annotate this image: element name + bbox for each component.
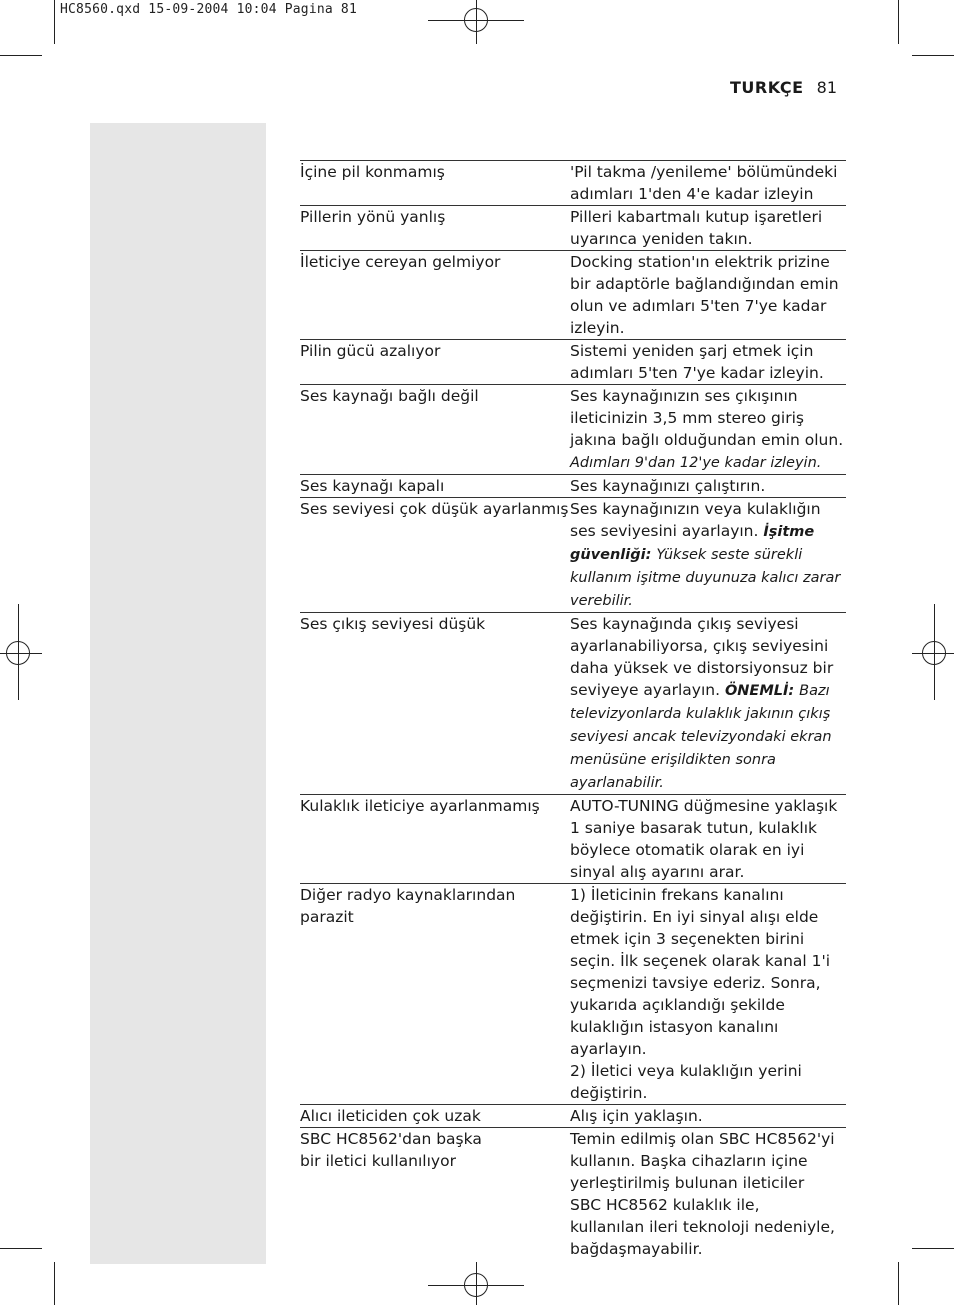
problem-cell: Pillerin yönü yanlış: [300, 208, 446, 226]
table-row: [300, 474, 846, 497]
solution-note: Bazı televizyonlarda kulaklık jakının çıkış seviyesi ancak televizyondaki ekran menüsüne erişildikten sonra ayarlanabilir.: [570, 683, 832, 791]
solution-cell: [570, 613, 846, 794]
crop-mark-bottom-right-h: [912, 1248, 954, 1249]
crop-mark-top-right-v: [898, 0, 899, 44]
problem-cell: İleticiye cereyan gelmiyor: [300, 253, 501, 271]
crop-mark-bottom-left-v: [54, 1262, 55, 1305]
solution-text: Ses kaynağınızın ses çıkışının ileticinizin 3,5 mm stereo giriş jakına bağlı olduğundan emin olun.: [570, 387, 844, 449]
problem-text-2: bir iletici kullanılıyor: [300, 1152, 456, 1170]
crop-mark-bottom-right-v: [898, 1262, 899, 1305]
crop-mark-top-left-h: [0, 55, 42, 56]
problem-cell: Diğer radyo kaynaklarından parazit: [300, 886, 516, 926]
printer-slug: HC8560.qxd 15-09-2004 10:04 Pagina 81: [60, 2, 357, 17]
table-row: [300, 384, 846, 474]
solution-text-2: SBC HC8562 kulaklık ile,: [570, 1196, 760, 1214]
troubleshooting-table: [300, 160, 846, 1260]
solution-cell: Ses kaynağınızı çalıştırın.: [570, 477, 766, 495]
sidebar-panel: [90, 123, 266, 1264]
table-row: [300, 883, 846, 1104]
solution-cell: [570, 884, 846, 1104]
problem-cell: Ses seviyesi çok düşük ayarlanmış: [300, 500, 569, 518]
problem-cell: Ses çıkış seviyesi düşük: [300, 615, 486, 633]
problem-cell: Alıcı ileticiden çok uzak: [300, 1107, 481, 1125]
registration-line-left-v: [18, 604, 19, 700]
table-row: [300, 160, 846, 205]
problem-text: SBC HC8562'dan başka: [300, 1130, 482, 1148]
registration-line-bottom-v: [476, 1262, 477, 1305]
crop-mark-top-left-v: [54, 0, 55, 44]
solution-text: Ses kaynağında çıkış seviyesi ayarlanabiliyorsa, çıkış seviyesini daha yüksek ve distorsiyonsuz bir seviyeye ayarlayın.: [570, 615, 834, 699]
problem-cell: Kulaklık ileticiye ayarlanmamış: [300, 797, 540, 815]
problem-cell: [300, 1128, 570, 1260]
solution-cell: Pilleri kabartmalı kutup işaretleri uyarınca yeniden takın.: [570, 208, 823, 248]
registration-line-top-v: [476, 0, 477, 44]
solution-cell: [570, 385, 846, 474]
crop-mark-top-right-h: [912, 55, 954, 56]
registration-line-right-v: [934, 604, 935, 700]
solution-cell: [570, 498, 846, 612]
table-row: [300, 339, 846, 384]
problem-cell: Ses kaynağı bağlı değil: [300, 387, 479, 405]
page-number: 81: [816, 78, 837, 97]
page-header: [730, 78, 837, 97]
solution-cell: Alış için yaklaşın.: [570, 1107, 703, 1125]
table-row: [300, 1104, 846, 1127]
solution-text: Ses kaynağınızın veya kulaklığın ses seviyesini ayarlayın.: [570, 500, 821, 540]
solution-step-1: 1) İleticinin frekans kanalını değiştirin. En iyi sinyal alışı elde etmek için 3 seçenekten birini seçin. İlk seçenek olarak kanal 1'i seçmenizi tavsiye ederiz. Sonra, yukarıda açıklandığı şekilde kulaklığın istasyon kanalını ayarlayın.: [570, 886, 831, 1058]
problem-cell: Pilin gücü azalıyor: [300, 342, 441, 360]
important-label: ÖNEMLİ:: [724, 683, 795, 699]
solution-note: Adımları 9'dan 12'ye kadar izleyin.: [570, 455, 822, 471]
table-row: [300, 497, 846, 612]
solution-cell: 'Pil takma /yenileme' bölümündeki adımları 1'den 4'e kadar izleyin: [570, 163, 838, 203]
solution-cell: Docking station'ın elektrik prizine bir adaptörle bağlandığından emin olun ve adımları 5'ten 7'ye kadar izleyin.: [570, 253, 839, 337]
solution-cell: AUTO-TUNING düğmesine yaklaşık 1 saniye basarak tutun, kulaklık böylece otomatik olarak en iyi sinyal alış ayarını arar.: [570, 797, 838, 881]
table-row: [300, 612, 846, 794]
warning-label: İşitme güvenliği:: [570, 524, 815, 563]
language-label: TURKÇE: [729, 78, 804, 97]
problem-cell: İçine pil konmamış: [300, 163, 445, 181]
registration-line-left-h: [0, 653, 42, 654]
table-row: [300, 1127, 846, 1260]
crop-mark-bottom-left-h: [0, 1248, 42, 1249]
table-row: [300, 205, 846, 250]
solution-cell: Sistemi yeniden şarj etmek için adımları 5'ten 7'ye kadar izleyin.: [570, 342, 824, 382]
solution-text-3: kullanılan ileri teknoloji nedeniyle, bağdaşmayabilir.: [570, 1218, 835, 1258]
problem-cell: Ses kaynağı kapalı: [300, 477, 445, 495]
solution-cell: [570, 1128, 846, 1260]
registration-line-right-h: [912, 653, 954, 654]
table-row: [300, 250, 846, 339]
solution-text: Temin edilmiş olan SBC HC8562'yi kullanın. Başka cihazların içine yerleştirilmiş bulunan ileticiler: [570, 1130, 835, 1192]
table-row: [300, 794, 846, 883]
solution-step-2: 2) İletici veya kulaklığın yerini değiştirin.: [570, 1062, 802, 1102]
solution-note: Yüksek seste sürekli kullanım işitme duyunuza kalıcı zarar verebilir.: [570, 547, 841, 609]
